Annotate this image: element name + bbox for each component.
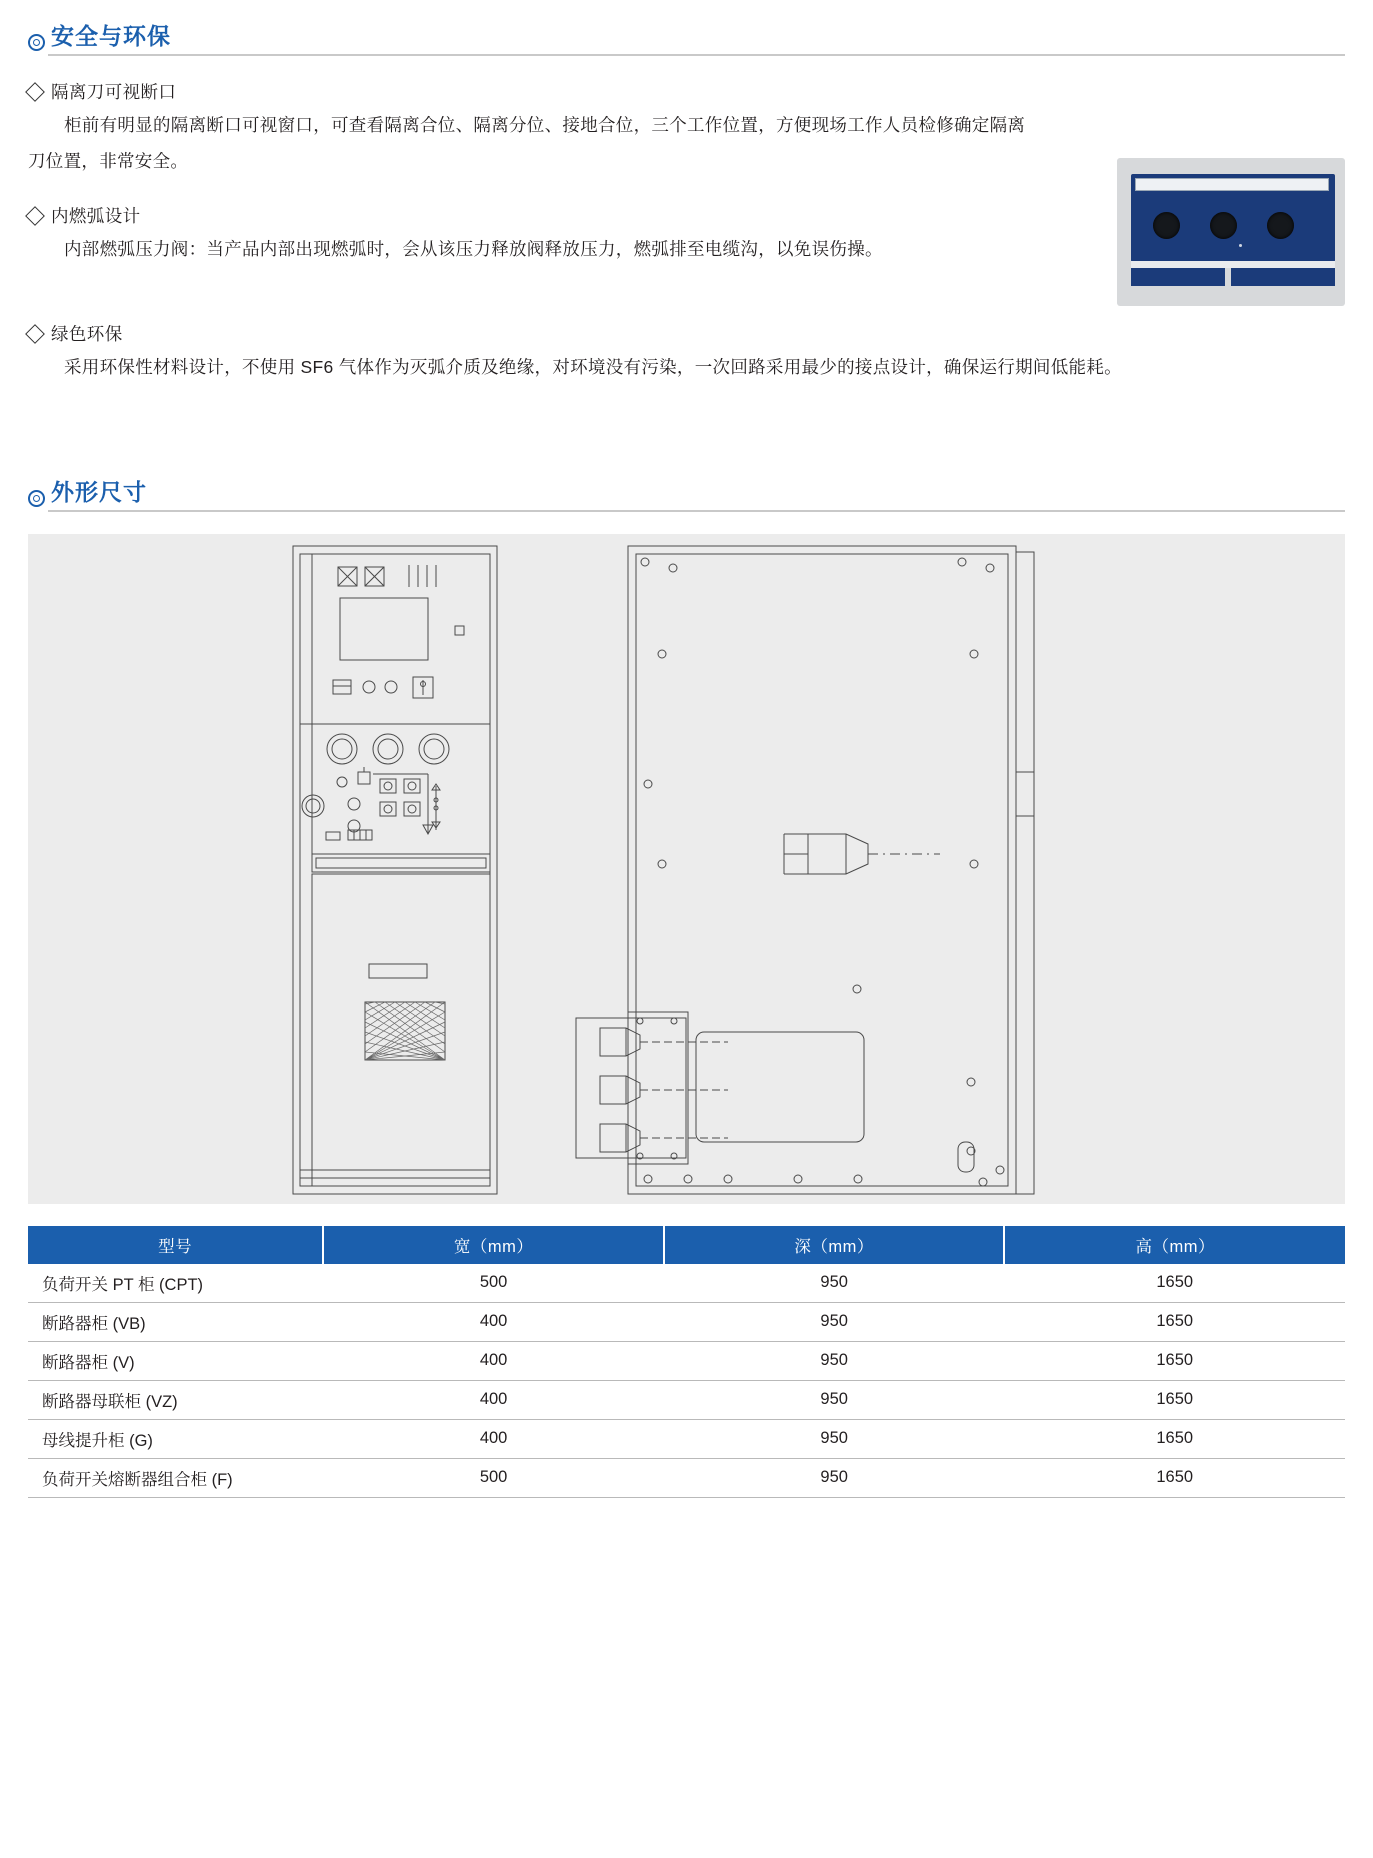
section-header-safety (28, 10, 1345, 56)
section-title: 外形尺寸 (51, 478, 147, 505)
feature-block-green (28, 320, 1345, 386)
cell-model: 母线提升柜 (G) (28, 1419, 323, 1458)
cell-model: 负荷开关熔断器组合柜 (F) (28, 1458, 323, 1497)
cell-depth: 950 (664, 1302, 1005, 1341)
drawing-svg (28, 534, 1345, 1204)
cell-height: 1650 (1004, 1380, 1345, 1419)
cell-height: 1650 (1004, 1302, 1345, 1341)
feature-heading: 绿色环保 (51, 323, 123, 344)
dimensions-table (28, 1226, 1345, 1498)
cell-width: 400 (323, 1419, 664, 1458)
feature-heading-row (28, 78, 1345, 106)
photo-knob-2-icon (1210, 212, 1237, 239)
cell-model: 断路器柜 (VB) (28, 1302, 323, 1341)
photo-indicator-dot (1239, 244, 1242, 247)
cell-height: 1650 (1004, 1419, 1345, 1458)
photo-label-strip (1135, 178, 1329, 191)
table-row (28, 1458, 1345, 1497)
feature-body: 内部燃弧压力阀：当产品内部出现燃弧时，会从该压力释放阀释放压力，燃弧排至电缆沟，以免误伤操。 (64, 238, 883, 259)
cell-depth: 950 (664, 1380, 1005, 1419)
table-row (28, 1302, 1345, 1341)
section-header-dimensions (28, 466, 1345, 512)
dimension-drawing (28, 534, 1345, 1204)
cell-depth: 950 (664, 1341, 1005, 1380)
cell-width: 400 (323, 1302, 664, 1341)
cell-model: 断路器母联柜 (VZ) (28, 1380, 323, 1419)
section-divider (48, 510, 1345, 512)
section-title: 安全与环保 (51, 23, 171, 49)
cell-model: 断路器柜 (V) (28, 1341, 323, 1380)
diamond-bullet-icon (25, 206, 45, 226)
col-width: 宽（mm） (323, 1226, 664, 1264)
feature-heading-row (28, 320, 1345, 348)
isolator-window-photo (1117, 158, 1345, 306)
diamond-bullet-icon (25, 82, 45, 102)
section-divider (48, 54, 1345, 56)
photo-knob-3-icon (1267, 212, 1294, 239)
cell-depth: 950 (664, 1458, 1005, 1497)
feature-body: 柜前有明显的隔离断口可视窗口，可查看隔离合位、隔离分位、接地合位，三个工作位置，方便现场工作人员检修确定隔离刀位置，非常安全。 (28, 115, 1026, 171)
table-header-row (28, 1226, 1345, 1264)
section-marker-icon (28, 490, 45, 507)
photo-white-band (1131, 261, 1335, 268)
feature-heading: 隔离刀可视断口 (51, 82, 177, 102)
col-model: 型号 (28, 1226, 323, 1264)
cell-height: 1650 (1004, 1264, 1345, 1303)
table-row (28, 1380, 1345, 1419)
cell-model: 负荷开关 PT 柜 (CPT) (28, 1264, 323, 1303)
feature-heading: 内燃弧设计 (51, 205, 141, 226)
cell-width: 500 (323, 1264, 664, 1303)
col-depth: 深（mm） (664, 1226, 1005, 1264)
document-page (0, 10, 1373, 1858)
col-height: 高（mm） (1004, 1226, 1345, 1264)
photo-knob-1-icon (1153, 212, 1180, 239)
photo-bottom-bar (1131, 268, 1335, 286)
cell-depth: 950 (664, 1264, 1005, 1303)
section-marker-icon (28, 34, 45, 51)
cell-height: 1650 (1004, 1458, 1345, 1497)
table-row (28, 1264, 1345, 1303)
diamond-bullet-icon (25, 324, 45, 344)
photo-bottom-gap (1225, 268, 1231, 286)
cell-width: 400 (323, 1380, 664, 1419)
cell-depth: 950 (664, 1419, 1005, 1458)
cell-width: 400 (323, 1341, 664, 1380)
table-row (28, 1419, 1345, 1458)
table-row (28, 1341, 1345, 1380)
cell-height: 1650 (1004, 1341, 1345, 1380)
feature-body: 采用环保性材料设计，不使用 SF6 气体作为灭弧介质及绝缘，对环境没有污染，一次回路采用最少的接点设计，确保运行期间低能耗。 (64, 356, 1122, 377)
cell-width: 500 (323, 1458, 664, 1497)
